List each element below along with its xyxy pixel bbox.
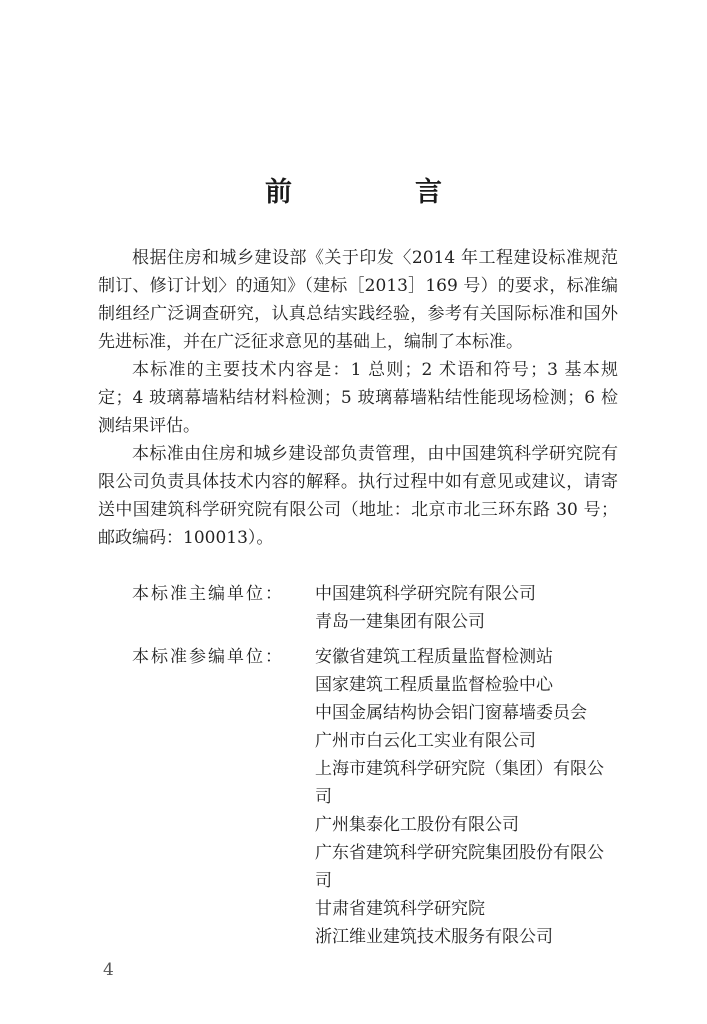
chief-unit-item: 中国建筑科学研究院有限公司 [315, 584, 536, 604]
paragraph-contents: 本标准的主要技术内容是：1 总则；2 术语和符号；3 基本规定；4 玻璃幕墙粘结材料检测；5 玻璃幕墙粘结性能现场检测；6 检测结果评估。 [98, 360, 618, 436]
chief-units-list [315, 580, 618, 636]
page-title: 前 言 [265, 177, 490, 208]
page-number: 4 [103, 960, 114, 980]
participating-unit-item: 甘肃省建筑科学研究院 [315, 899, 485, 919]
chief-units-row [98, 580, 618, 636]
participating-units-section [98, 643, 618, 951]
participating-unit-item: 中国金属结构协会铝门窗幕墙委员会 [315, 703, 587, 723]
participating-units-row [98, 643, 618, 951]
participating-unit-item: 广州市白云化工实业有限公司 [315, 731, 536, 751]
participating-units-label: 本标准参编单位： [132, 647, 284, 667]
participating-unit-item: 广东省建筑科学研究院集团股份有限公司 [315, 843, 604, 891]
participating-unit-item: 安徽省建筑工程质量监督检测站 [315, 647, 553, 667]
chief-unit-item: 青岛一建集团有限公司 [315, 612, 485, 632]
participating-unit-item: 浙江维业建筑技术服务有限公司 [315, 927, 553, 947]
participating-unit-item: 国家建筑工程质量监督检验中心 [315, 675, 553, 695]
preface-body [98, 244, 618, 552]
paragraph-background: 根据住房和城乡建设部《关于印发〈2014 年工程建设标准规范制订、修订计划〉的通知》（建标［2013］169 号）的要求，标准编制组经广泛调查研究，认真总结实践经验，参考有关国际标准和国外先进标准，并在广泛征求意见的基础上，编制了本标准。 [98, 248, 618, 352]
participating-unit-item: 广州集泰化工股份有限公司 [315, 815, 519, 835]
participating-unit-item: 上海市建筑科学研究院（集团）有限公司 [315, 759, 604, 807]
participating-units-list [315, 643, 618, 951]
chief-units-label: 本标准主编单位： [132, 584, 284, 604]
chief-units-section [98, 580, 618, 636]
paragraph-management: 本标准由住房和城乡建设部负责管理，由中国建筑科学研究院有限公司负责具体技术内容的解释。执行过程中如有意见或建议，请寄送中国建筑科学研究院有限公司（地址：北京市北三环东路 30 号；邮政编码：100013）。 [98, 444, 618, 548]
